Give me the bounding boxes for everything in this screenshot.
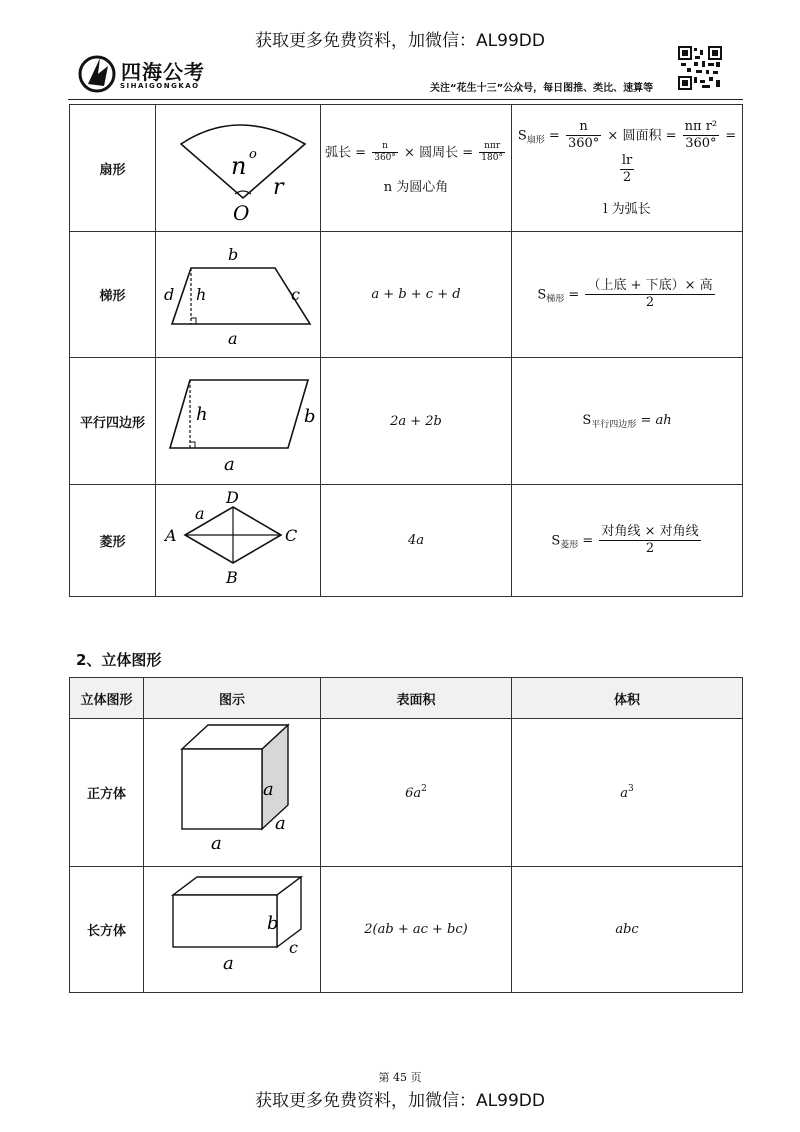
surface-exponent: 2 — [421, 784, 427, 794]
shape-name: 梯形 — [70, 232, 156, 358]
area-subscript: 平行四边形 — [591, 419, 637, 430]
frac-num: lr — [620, 153, 634, 170]
table-row — [70, 719, 743, 867]
parallelogram-area-formula — [512, 358, 743, 485]
shape-name: 扇形 — [70, 105, 156, 232]
frac-den: 360° — [374, 153, 396, 163]
solid-figures-table — [69, 677, 743, 993]
section-title: 2、立体图形 — [76, 651, 162, 669]
logo-chinese-text: 四海公考 — [121, 60, 205, 84]
formula-note: n 为圆心角 — [383, 180, 449, 196]
volume-exponent: 3 — [628, 784, 634, 794]
arc-length-formula: 弧长 = $\frac{n}{360^\circ}$ × 圆周长 = $\frac{\text{nπr}}{180^\circ}$ n 为圆心角 — [321, 105, 512, 232]
column-header: 立体图形 — [70, 678, 144, 719]
figure-cell — [144, 719, 321, 867]
qr-code-icon — [678, 46, 722, 90]
column-header: 表面积 — [321, 678, 512, 719]
area-symbol: S — [537, 287, 547, 302]
times-sign: × — [404, 145, 415, 160]
column-header: 图示 — [144, 678, 321, 719]
perimeter-formula: a + b + c + d — [321, 232, 512, 358]
fig-label: a — [223, 952, 234, 974]
fig-label: D — [226, 487, 239, 507]
table-row — [70, 105, 743, 232]
perimeter-formula: 4a — [321, 485, 512, 597]
fig-label: b — [228, 244, 239, 264]
area-symbol: S — [551, 533, 561, 548]
fig-label: c — [289, 937, 298, 957]
formula-note: l 为弧长 — [603, 202, 651, 217]
figure-cell — [156, 232, 321, 358]
area-symbol: S — [582, 412, 592, 428]
frac-den: 180° — [481, 153, 503, 163]
formula-text: 圆周长 — [419, 145, 459, 160]
fig-label: C — [285, 525, 298, 545]
table-row — [70, 232, 743, 358]
figure-cell — [156, 105, 321, 232]
fig-label: a — [228, 328, 238, 348]
fig-label: a — [195, 503, 205, 523]
sector-area-formula: $S_{扇形}$ = $\frac{n}{360^\circ}$ × 圆面积 = $\frac{\text{nπ r²}}{360^\circ}$ = $\frac{lr}{2}$ l 为弧长 — [512, 105, 743, 232]
top-promo: 获取更多免费资料，加微信：AL99DD — [255, 31, 545, 51]
fig-label: a — [263, 778, 274, 800]
frac-den: 2 — [645, 295, 655, 310]
volume: abc — [512, 867, 743, 993]
fig-label: b — [304, 406, 316, 427]
table-row — [70, 358, 743, 485]
figure-cell — [156, 358, 321, 485]
shape-name: 正方体 — [70, 719, 144, 867]
fig-label: b — [267, 912, 279, 934]
table-header-row — [70, 678, 743, 719]
shape-name: 平行四边形 — [70, 358, 156, 485]
volume-value: a — [620, 786, 629, 801]
fig-label: a — [275, 812, 286, 834]
figure-cell — [144, 867, 321, 993]
frac-den: 360° — [567, 136, 600, 152]
table-row — [70, 867, 743, 993]
fig-label: c — [291, 284, 300, 304]
rhombus-area-formula: $S_{菱形}$ = $\frac{\text{对角线 × 对角线}}{2}$ — [512, 485, 743, 597]
volume — [512, 719, 743, 867]
trapezoid-area-formula: $S_{梯形}$ = $\frac{\text{（上底 + 下底）× 高}}{2}$ — [512, 232, 743, 358]
surface-area: 2(ab + ac + bc) — [321, 867, 512, 993]
frac-num: n — [372, 141, 398, 153]
formula-text: 弧长 — [325, 145, 352, 160]
page-number: 第 45 页 — [378, 1071, 422, 1084]
fig-label: h — [196, 404, 208, 425]
frac-num: n — [566, 119, 601, 136]
frac-num: （上底 + 下底）× 高 — [585, 278, 714, 295]
fig-label: o — [249, 147, 257, 162]
table-row — [70, 485, 743, 597]
fig-label: n — [231, 152, 247, 180]
fig-label: a — [224, 454, 235, 474]
frac-den: 360° — [685, 136, 717, 152]
shape-name: 长方体 — [70, 867, 144, 993]
fig-label: O — [233, 201, 250, 224]
parallelogram-figure — [158, 364, 318, 474]
surface-area — [321, 719, 512, 867]
trapezoid-figure — [158, 238, 318, 348]
frac-den: 2 — [645, 541, 655, 556]
fig-label: a — [211, 832, 222, 854]
fig-label: B — [226, 567, 238, 587]
area-symbol: S — [517, 128, 527, 144]
rhombus-figure — [163, 487, 313, 591]
formula-text: 圆面积 — [622, 128, 662, 144]
fig-label: h — [196, 284, 207, 304]
logo-english-text: SIHAIGONGKAO — [120, 82, 200, 90]
area-rhs: = ah — [640, 412, 672, 428]
frac-num: nπ r² — [683, 119, 719, 136]
bottom-promo: 获取更多免费资料，加微信：AL99DD — [255, 1091, 545, 1111]
frac-num: nπr — [479, 141, 505, 153]
shape-name: 菱形 — [70, 485, 156, 597]
fig-label: d — [164, 284, 175, 304]
area-subscript: 扇形 — [526, 135, 545, 146]
follow-text: 关注“花生十三”公众号，每日图推、类比、速算等 — [430, 83, 654, 94]
column-header: 体积 — [512, 678, 743, 719]
area-subscript: 菱形 — [560, 540, 579, 550]
frac-num: 对角线 × 对角线 — [599, 524, 700, 541]
frac-den: 2 — [622, 169, 632, 185]
header-divider — [68, 99, 743, 100]
surface-value: 6a — [405, 786, 422, 801]
perimeter-formula: 2a + 2b — [321, 358, 512, 485]
times-sign: × — [607, 128, 619, 144]
cuboid-figure — [147, 873, 317, 983]
area-subscript: 梯形 — [546, 294, 565, 304]
fig-label: A — [165, 525, 177, 545]
figure-cell — [156, 485, 321, 597]
fig-label: r — [273, 175, 284, 200]
sector-figure — [163, 108, 313, 224]
plane-figures-table — [69, 104, 743, 597]
cube-figure — [147, 723, 317, 859]
